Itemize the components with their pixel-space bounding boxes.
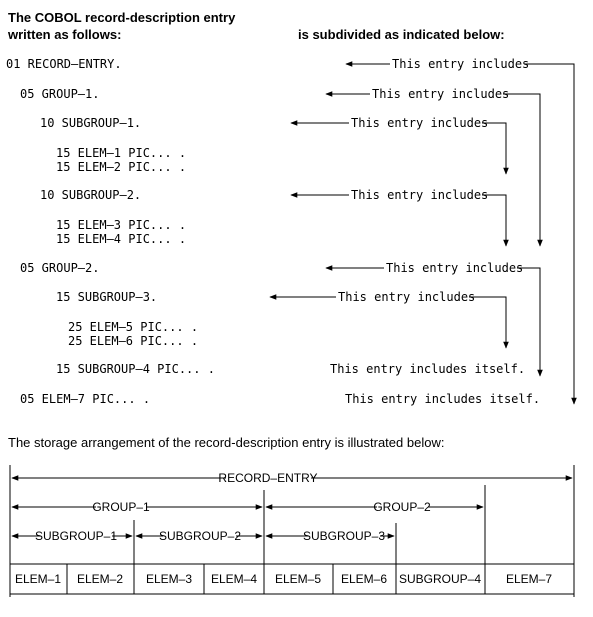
code-line-elem2: 15 ELEM–2 PIC... . [56, 160, 187, 174]
code-line-elem3: 15 ELEM–3 PIC... . [56, 218, 187, 232]
storage-subgroup2-label: SUBGROUP–2 [158, 529, 242, 543]
code-line-elem1: 15 ELEM–1 PIC... . [56, 146, 187, 160]
cell-subgroup4: SUBGROUP–4 [398, 572, 482, 586]
annot-subgroup4-itself: This entry includes itself. [330, 362, 526, 376]
annot-subgroup3: This entry includes [338, 290, 476, 304]
annot-subgroup1: This entry includes [351, 116, 489, 130]
header-left-line1: The COBOL record-description entry [8, 10, 236, 25]
storage-subgroup3-label: SUBGROUP–3 [302, 529, 386, 543]
code-line-group2: 05 GROUP–2. [20, 261, 100, 275]
code-line-elem5: 25 ELEM–5 PIC... . [68, 320, 199, 334]
code-line-subgroup1: 10 SUBGROUP–1. [40, 116, 142, 130]
code-line-subgroup3: 15 SUBGROUP–3. [56, 290, 158, 304]
cell-elem1: ELEM–1 [14, 572, 62, 586]
cell-elem2: ELEM–2 [76, 572, 124, 586]
cell-elem3: ELEM–3 [145, 572, 193, 586]
cell-elem5: ELEM–5 [274, 572, 322, 586]
storage-group1-label: GROUP–1 [92, 500, 150, 514]
code-line-group1: 05 GROUP–1. [20, 87, 100, 101]
code-line-elem6: 25 ELEM–6 PIC... . [68, 334, 199, 348]
cell-elem6: ELEM–6 [340, 572, 388, 586]
annot-group2: This entry includes [386, 261, 524, 275]
cell-elem4: ELEM–4 [210, 572, 258, 586]
annot-subgroup2: This entry includes [351, 188, 489, 202]
header-right: is subdivided as indicated below: [298, 27, 505, 42]
cell-elem7: ELEM–7 [505, 572, 553, 586]
annot-group1: This entry includes [372, 87, 510, 101]
storage-group2-label: GROUP–2 [373, 500, 431, 514]
header-left-line2: written as follows: [8, 27, 122, 42]
annot-record: This entry includes [392, 57, 530, 71]
storage-record-label: RECORD–ENTRY [218, 471, 318, 485]
annot-elem7-itself: This entry includes itself. [345, 392, 541, 406]
code-line-01: 01 RECORD–ENTRY. [6, 57, 122, 71]
storage-title: The storage arrangement of the record-description entry is illustrated below: [8, 435, 445, 450]
storage-subgroup1-label: SUBGROUP–1 [34, 529, 118, 543]
code-line-elem7: 05 ELEM–7 PIC... . [20, 392, 151, 406]
code-line-subgroup4: 15 SUBGROUP–4 PIC... . [56, 362, 215, 376]
code-line-elem4: 15 ELEM–4 PIC... . [56, 232, 187, 246]
code-line-subgroup2: 10 SUBGROUP–2. [40, 188, 142, 202]
